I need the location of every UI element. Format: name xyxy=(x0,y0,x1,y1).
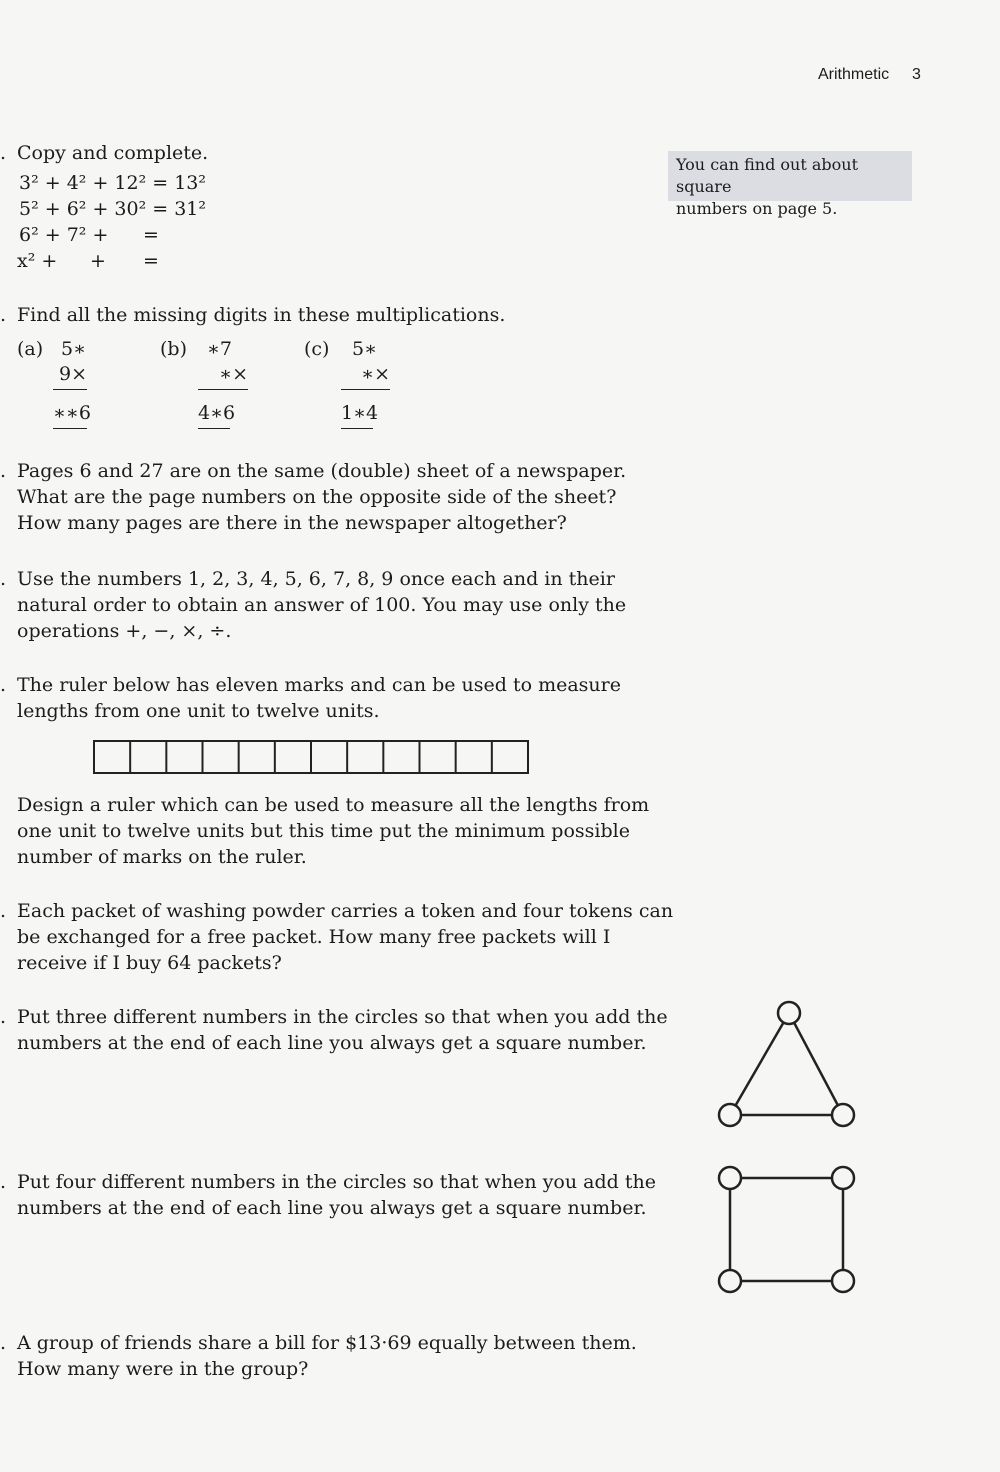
q8-line1: Put four different numbers in the circles so that when you add the xyxy=(17,1171,656,1193)
q4-line3: operations +, −, ×, ÷. xyxy=(17,620,232,642)
q1-equation-4c: = xyxy=(143,250,159,272)
q5-line3: Design a ruler which can be used to measure all the lengths from xyxy=(17,794,650,816)
q6-line2: be exchanged for a free packet. How many free packets will I xyxy=(17,926,611,948)
ruler-diagram xyxy=(93,740,529,774)
q2a-result: ∗∗6 xyxy=(53,400,87,429)
q1-equation-3b: = xyxy=(143,224,159,246)
q6-line1: Each packet of washing powder carries a token and four tokens can xyxy=(17,900,674,922)
q2c-label: (c) xyxy=(304,338,330,360)
q4-number: . xyxy=(0,568,7,590)
q5-line4: one unit to twelve units but this time put the minimum possible xyxy=(17,820,630,842)
q2c-top: 5∗ xyxy=(352,338,378,360)
q2b-label: (b) xyxy=(160,338,187,360)
q7-number: . xyxy=(0,1006,7,1028)
page-number: 3 xyxy=(912,66,921,83)
square-circle-top-right xyxy=(832,1167,854,1189)
q9-line1: A group of friends share a bill for $13·69 equally between them. xyxy=(17,1332,637,1354)
section-title: Arithmetic xyxy=(818,66,890,83)
q3-line1: Pages 6 and 27 are on the same (double) sheet of a newspaper. xyxy=(17,460,627,482)
q2a-label: (a) xyxy=(17,338,44,360)
square-diagram xyxy=(710,1160,860,1300)
q4-line2: natural order to obtain an answer of 100. You may use only the xyxy=(17,594,627,616)
q2-number: . xyxy=(0,304,7,326)
q9-line2: How many were in the group? xyxy=(17,1358,309,1380)
square-circle-bottom-left xyxy=(719,1270,741,1292)
q7-line1: Put three different numbers in the circles so that when you add the xyxy=(17,1006,668,1028)
sidebar-note xyxy=(668,151,912,218)
q5-line5: number of marks on the ruler. xyxy=(17,846,307,868)
q2b-multiplier: ∗× xyxy=(198,361,248,390)
q1-equation-1: 3² + 4² + 12² = 13² xyxy=(19,172,206,194)
square-circle-bottom-right xyxy=(832,1270,854,1292)
square-circle-top-left xyxy=(719,1167,741,1189)
q1-number: . xyxy=(0,142,7,164)
q7-line2: numbers at the end of each line you always get a square number. xyxy=(17,1032,647,1054)
triangle-circle-right xyxy=(832,1104,854,1126)
q1-prompt: Copy and complete. xyxy=(17,142,209,164)
q3-line3: How many pages are there in the newspaper altogether? xyxy=(17,512,567,534)
q1-equation-4a: x² + xyxy=(17,250,58,272)
sidebar-note-line2: numbers on page 5. xyxy=(676,199,838,218)
q2a-top: 5∗ xyxy=(61,338,87,360)
q8-number: . xyxy=(0,1171,7,1193)
q9-number: . xyxy=(0,1332,7,1354)
q2c-multiplier: ∗× xyxy=(341,361,390,390)
sidebar-note-line1: You can find out about square xyxy=(676,155,858,196)
q1-equation-4b: + xyxy=(90,250,106,272)
q2-prompt: Find all the missing digits in these multiplications. xyxy=(17,304,506,326)
q5-line2: lengths from one unit to twelve units. xyxy=(17,700,380,722)
q4-line1: Use the numbers 1, 2, 3, 4, 5, 6, 7, 8, 9 once each and in their xyxy=(17,568,615,590)
triangle-circle-left xyxy=(719,1104,741,1126)
q5-number: . xyxy=(0,674,7,696)
q1-equation-2: 5² + 6² + 30² = 31² xyxy=(19,198,206,220)
triangle-diagram xyxy=(710,995,860,1135)
q2b-result: 4∗6 xyxy=(198,400,230,429)
q1-equation-3a: 6² + 7² + xyxy=(19,224,109,246)
q2a-multiplier: 9× xyxy=(53,361,87,390)
q2c-result: 1∗4 xyxy=(341,400,373,429)
q6-line3: receive if I buy 64 packets? xyxy=(17,952,282,974)
q8-line2: numbers at the end of each line you always get a square number. xyxy=(17,1197,647,1219)
q3-number: . xyxy=(0,460,7,482)
q3-line2: What are the page numbers on the opposite side of the sheet? xyxy=(17,486,617,508)
q2b-top: ∗7 xyxy=(207,338,233,360)
triangle-circle-top xyxy=(778,1002,800,1024)
q5-line1: The ruler below has eleven marks and can be used to measure xyxy=(17,674,621,696)
q6-number: . xyxy=(0,900,7,922)
